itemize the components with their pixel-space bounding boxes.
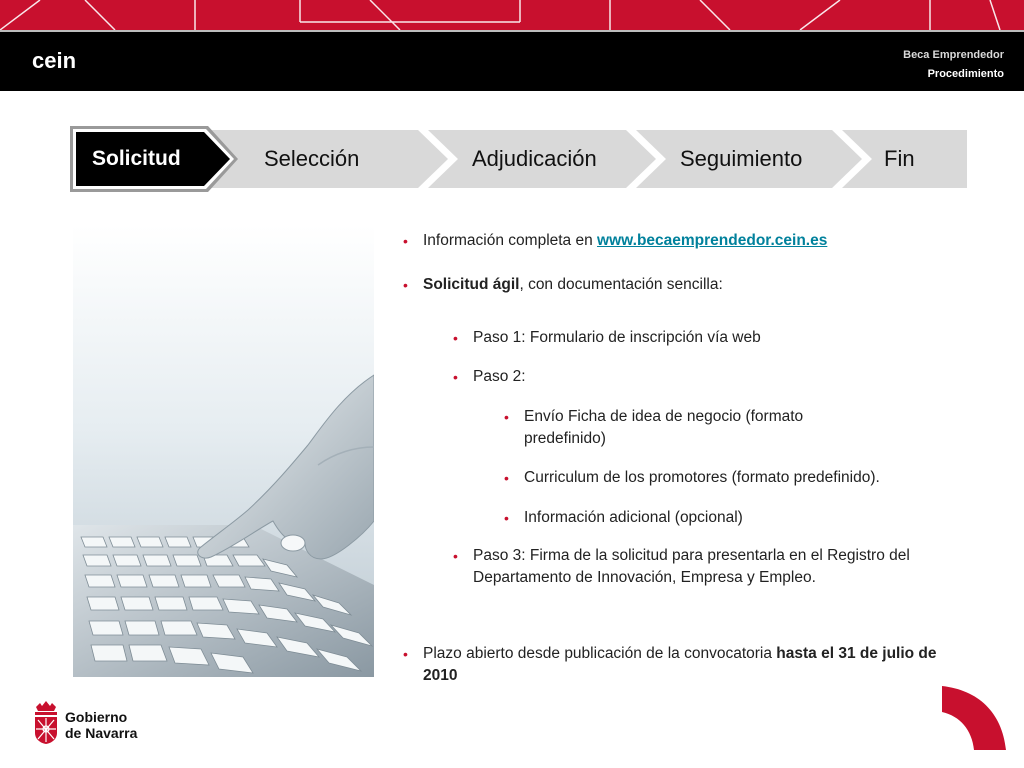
cein-logo (32, 48, 76, 74)
bullet-paso2 (453, 366, 953, 388)
bullet-dot: • (403, 646, 408, 662)
paso2-item-text: Envío Ficha de idea de negocio (formato predefinido) (524, 408, 804, 447)
process-steps (70, 126, 967, 192)
bullet-paso3 (453, 545, 933, 589)
paso1-text: Paso 1: Formulario de inscripción vía web (473, 329, 761, 346)
paso3-text: Paso 3: Firma de la solicitud para presentarla en el Registro del Departamento de Innovación, Empresa y Empleo. (473, 547, 910, 586)
step-seguimiento: Seguimiento (680, 146, 803, 171)
bullet-solicitud-agil (403, 274, 963, 296)
paso2-item-text: Información adicional (opcional) (524, 509, 743, 526)
agil-bold-text: Solicitud ágil (423, 276, 520, 293)
gobierno-navarra-logo (32, 701, 152, 745)
bullet-dot: • (504, 409, 509, 425)
header-titles (903, 46, 1004, 84)
step-seleccion: Selección (264, 146, 360, 171)
info-text: Información completa en (423, 232, 598, 249)
red-arc-decoration (940, 686, 1010, 757)
agil-text: , con documentación sencilla: (519, 276, 723, 293)
header-bar (0, 30, 1024, 91)
bullet-plazo (403, 643, 948, 687)
plazo-bold-text: hasta el 31 de julio de 2010 (423, 645, 937, 684)
bullet-dot: • (504, 510, 509, 526)
top-decorative-band (0, 0, 1024, 30)
bullet-dot: • (453, 330, 458, 346)
paso2-item-text: Curriculum de los promotores (formato predefinido). (524, 469, 880, 486)
step-adjudicacion: Adjudicación (472, 146, 597, 171)
bullet-paso2-item-3 (504, 507, 944, 529)
logo-text: cein (32, 48, 77, 73)
bullet-paso2-item-1 (504, 406, 849, 450)
header-subtitle: Procedimiento (927, 68, 1004, 80)
navarra-shield-icon (32, 701, 60, 745)
bullet-dot: • (453, 548, 458, 564)
gobierno-line1: Gobierno (65, 709, 128, 725)
gobierno-navarra-text (65, 709, 137, 741)
bullet-dot: • (403, 233, 408, 249)
paso2-text: Paso 2: (473, 368, 526, 385)
keyboard-hand-photo (73, 225, 374, 677)
bullet-dot: • (453, 369, 458, 385)
bullet-paso1 (453, 327, 953, 349)
gobierno-line2: de Navarra (65, 725, 138, 741)
bullet-paso2-item-2 (504, 467, 963, 489)
bullet-dot: • (504, 470, 509, 486)
website-link[interactable]: www.becaemprendedor.cein.es (597, 232, 828, 249)
step-fin: Fin (884, 146, 915, 171)
bullet-dot: • (403, 277, 408, 293)
header-title: Beca Emprendedor (903, 49, 1004, 61)
bullet-info (403, 230, 963, 252)
plazo-text: Plazo abierto desde publicación de la convocatoria (423, 645, 777, 662)
step-solicitud: Solicitud (92, 147, 181, 170)
